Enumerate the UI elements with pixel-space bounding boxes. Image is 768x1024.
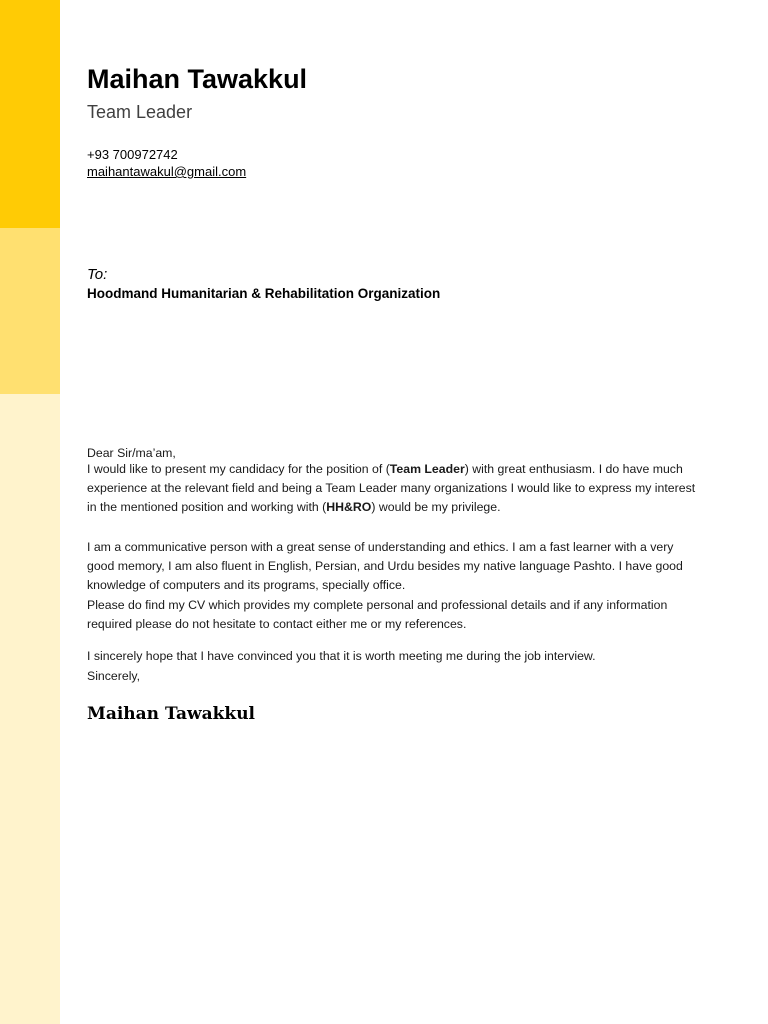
paragraph-1-text-a: I would like to present my candidacy for the position of (	[87, 462, 390, 476]
email-link[interactable]: maihantawakul@gmail.com	[87, 164, 247, 179]
sidebar-band-top	[0, 0, 60, 228]
letter-paragraph-1	[87, 460, 697, 517]
paragraph-1-text-c: ) would be my privilege.	[371, 500, 501, 514]
decorative-sidebar	[0, 0, 60, 1024]
applicant-title: Team Leader	[87, 102, 193, 122]
organization-acronym: HH&RO	[326, 500, 372, 514]
sidebar-band-bottom	[0, 394, 60, 1024]
letter-paragraph-3: Please do find my CV which provides my complete personal and professional details and if any information required please do not hesitate to contact either me or my references.	[87, 598, 668, 631]
letter-paragraph-4: I sincerely hope that I have convinced you that it is worth meeting me during the job interview.	[87, 649, 596, 663]
recipient-organization: Hoodmand Humanitarian & Rehabilitation Organization	[87, 286, 441, 301]
letter-greeting: Dear Sir/ma’am,	[87, 446, 176, 460]
applicant-name: Maihan Tawakkul	[87, 64, 308, 94]
sidebar-band-middle	[0, 228, 60, 394]
position-name: Team Leader	[389, 462, 465, 476]
phone-number: +93 700972742	[87, 147, 178, 162]
recipient-label: To:	[87, 266, 108, 283]
signature-name: Maihan Tawakkul	[87, 704, 256, 724]
letter-closing: Sincerely,	[87, 669, 141, 683]
letter-paragraph-2: I am a communicative person with a great sense of understanding and ethics. I am a fast learner with a very good memory, I am also fluent in English, Persian, and Urdu besides my native language Pashto. I have good knowledge of computers and its programs, specially office.	[87, 540, 683, 592]
paragraph-1-text-b: ) with great enthusiasm. I do have much experience at the relevant field and being a Team Leader many organizations I would like to express my interest in the mentioned position and working with (	[87, 462, 696, 514]
